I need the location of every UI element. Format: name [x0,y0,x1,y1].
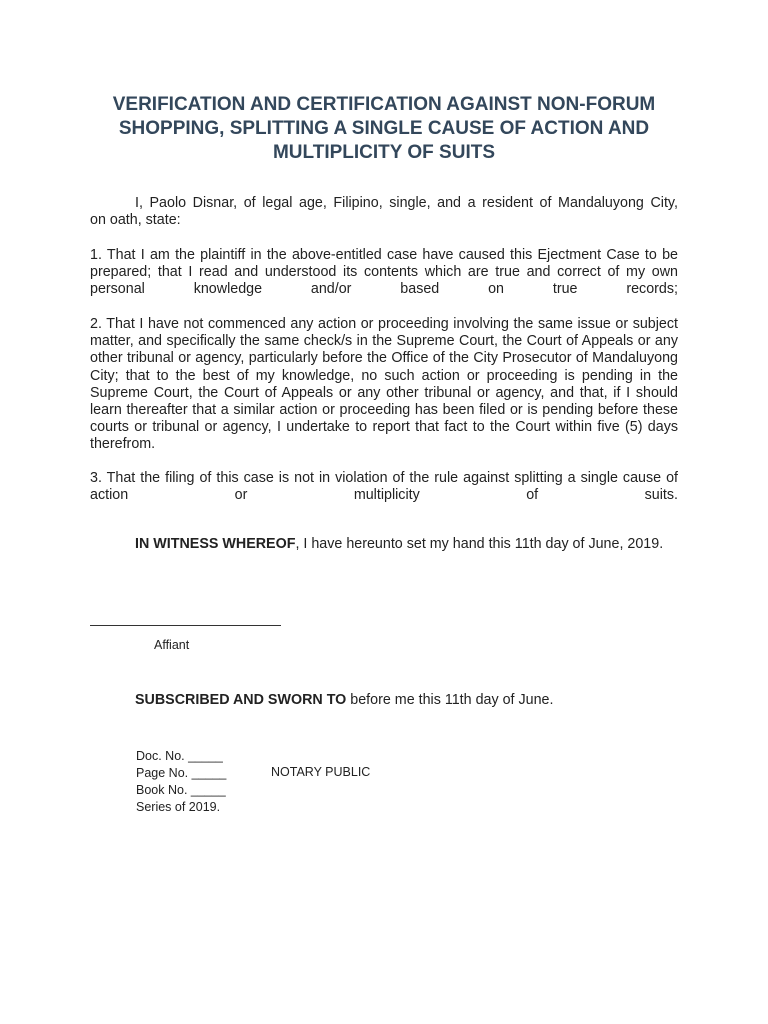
witness-clause [135,536,663,552]
book-no: Book No. _____ [136,783,226,797]
p2-line-6: learn thereafter that a similar action or proceeding has been filed or is pending before these [90,402,678,419]
notary-details [136,748,226,816]
title-line-3: MULTIPLICITY OF SUITS [272,142,496,163]
p2-line-8: therefrom. [90,436,156,453]
p1-line-2: prepared; that I read and understood its contents which are true and correct of my own [90,264,678,281]
intro-paragraph [90,195,678,229]
intro-line-2: on oath, state: [90,212,181,229]
subscribed-text: before me this 11th day of June. [346,692,554,708]
paragraph-2 [90,316,678,454]
p2-line-2: matter, and specifically the same check/s in the Supreme Court, the Court of Appeals or any [90,333,678,350]
intro-line-1: I, Paolo Disnar, of legal age, Filipino, single, and a resident of Mandaluyong City, [135,195,678,211]
p1-line-3: personal knowledge and/or based on true records; [90,281,678,298]
p2-line-1: 2. That I have not commenced any action or proceeding involving the same issue or subject [90,316,678,332]
p3-line-2: action or multiplicity of suits. [90,487,678,504]
title-line-1: VERIFICATION AND CERTIFICATION AGAINST NON-FORUM [112,94,656,115]
witness-heading: IN WITNESS WHEREOF [135,536,296,552]
notary-public-label: NOTARY PUBLIC [271,765,371,779]
paragraph-3 [90,470,678,504]
p2-line-3: other tribunal or agency, particularly before the Office of the City Prosecutor of Mandaluyong [90,350,678,367]
page-no: Page No. _____ [136,766,227,780]
subscribed-heading: SUBSCRIBED AND SWORN TO [135,692,347,708]
subscribed-clause [135,692,553,708]
paragraph-1 [90,247,678,299]
p1-line-1: 1. That I am the plaintiff in the above-entitled case have caused this Ejectment Case to be [90,247,678,263]
document-title [60,93,708,165]
p3-line-1: 3. That the filing of this case is not in violation of the rule against splitting a single cause of [90,470,678,486]
series: Series of 2019. [136,800,221,814]
signature-line [90,625,281,626]
p2-line-5: Supreme Court, the Court of Appeals or any other tribunal or agency, and that, if I should [90,384,678,401]
affiant-label: Affiant [154,638,190,652]
title-line-2: SHOPPING, SPLITTING A SINGLE CAUSE OF ACTION AND [118,118,650,139]
witness-text: , I have hereunto set my hand this 11th day of June, 2019. [295,536,664,552]
p2-line-7: courts or tribunal or agency, I undertake to report that fact to the Court within five (5) days [90,419,678,436]
doc-no: Doc. No. _____ [136,749,223,763]
p2-line-4: City; that to the best of my knowledge, no such action or proceeding is pending in the [90,367,678,384]
